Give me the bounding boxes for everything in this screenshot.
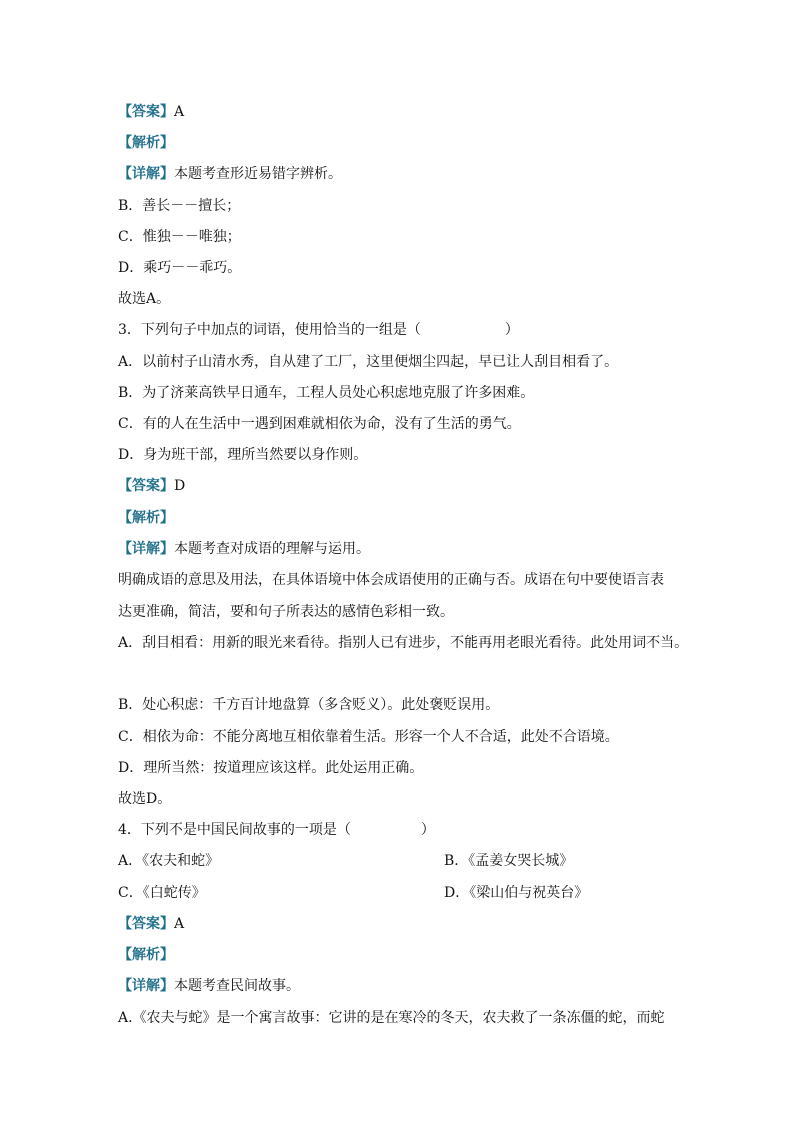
- detail-tag: 【详解】: [118, 978, 174, 994]
- option-d: D．身为班干部，理所当然要以身作则。: [118, 447, 368, 463]
- answer-line: [118, 915, 184, 933]
- conclusion: 故选A。: [118, 291, 171, 307]
- explanation-line-2: 达更准确，简洁，要和句子所表达的感情色彩相一致。: [118, 604, 454, 620]
- detail-tag: 【详解】: [118, 166, 174, 182]
- explanation-line-1: 明确成语的意思及用法，在具体语境中体会成语使用的正确与否。成语在句中要使语言表: [118, 572, 664, 588]
- correction-c: C．惟独－－唯独；: [118, 229, 241, 245]
- analysis-line: [118, 946, 174, 964]
- conclusion: 故选D。: [118, 791, 172, 807]
- option-b: B．为了济莱高铁早日通车，工程人员处心积虑地克服了许多困难。: [118, 385, 535, 401]
- answer-value: A: [174, 916, 185, 932]
- option-d: D．《梁山伯与祝英台》: [444, 885, 589, 901]
- correction-b: B．善长－－擅长；: [118, 198, 241, 214]
- detail-tag: 【详解】: [118, 541, 174, 557]
- answer-tag: 【答案】: [118, 916, 174, 932]
- option-c: C．有的人在生活中一遇到困难就相依为命，没有了生活的勇气。: [118, 416, 521, 432]
- correction-d: D．乘巧－－乖巧。: [118, 260, 242, 276]
- analysis-tag: 【解析】: [118, 947, 174, 963]
- detail-text: 本题考查民间故事。: [174, 978, 300, 994]
- detail-text: 本题考查对成语的理解与运用。: [174, 541, 370, 557]
- detail-line: [118, 977, 300, 995]
- option-a: A．《农夫和蛇》: [118, 853, 220, 869]
- detail-line: [118, 540, 370, 558]
- answer-line: [118, 477, 185, 495]
- option-c: C．《白蛇传》: [118, 885, 206, 901]
- analysis-line: [118, 134, 174, 152]
- answer-value: D: [174, 478, 186, 494]
- detail-line: [118, 165, 342, 183]
- answer-value: A: [174, 104, 185, 120]
- analysis-c: C．相依为命：不能分离地互相依靠着生活。形容一个人不合适，此处不合语境。: [118, 729, 619, 745]
- answer-tag: 【答案】: [118, 104, 174, 120]
- question-stem: 3．下列句子中加点的词语，使用恰当的一组是（ ）: [118, 322, 519, 338]
- analysis-tag: 【解析】: [118, 510, 174, 526]
- explanation-line-1: A.《农夫与蛇》是一个寓言故事：它讲的是在寒冷的冬天，农夫救了一条冻僵的蛇，而蛇: [118, 1010, 665, 1026]
- detail-text: 本题考查形近易错字辨析。: [174, 166, 342, 182]
- question-stem: 4．下列不是中国民间故事的一项是（ ）: [118, 822, 435, 838]
- analysis-d: D．理所当然：按道理应该这样。此处运用正确。: [118, 760, 424, 776]
- option-a: A．以前村子山清水秀，自从建了工厂，这里便烟尘四起，早已让人刮目相看了。: [118, 354, 619, 370]
- option-b: B．《孟姜女哭长城》: [444, 853, 574, 869]
- analysis-line: [118, 509, 174, 527]
- analysis-tag: 【解析】: [118, 135, 174, 151]
- answer-tag: 【答案】: [118, 478, 174, 494]
- analysis-b: B．处心积虑：千方百计地盘算（多含贬义）。此处褒贬误用。: [118, 697, 500, 713]
- analysis-a: A．刮目相看：用新的眼光来看待。指别人已有进步，不能再用老眼光看待。此处用词不当。: [118, 635, 689, 651]
- answer-line: [118, 103, 184, 121]
